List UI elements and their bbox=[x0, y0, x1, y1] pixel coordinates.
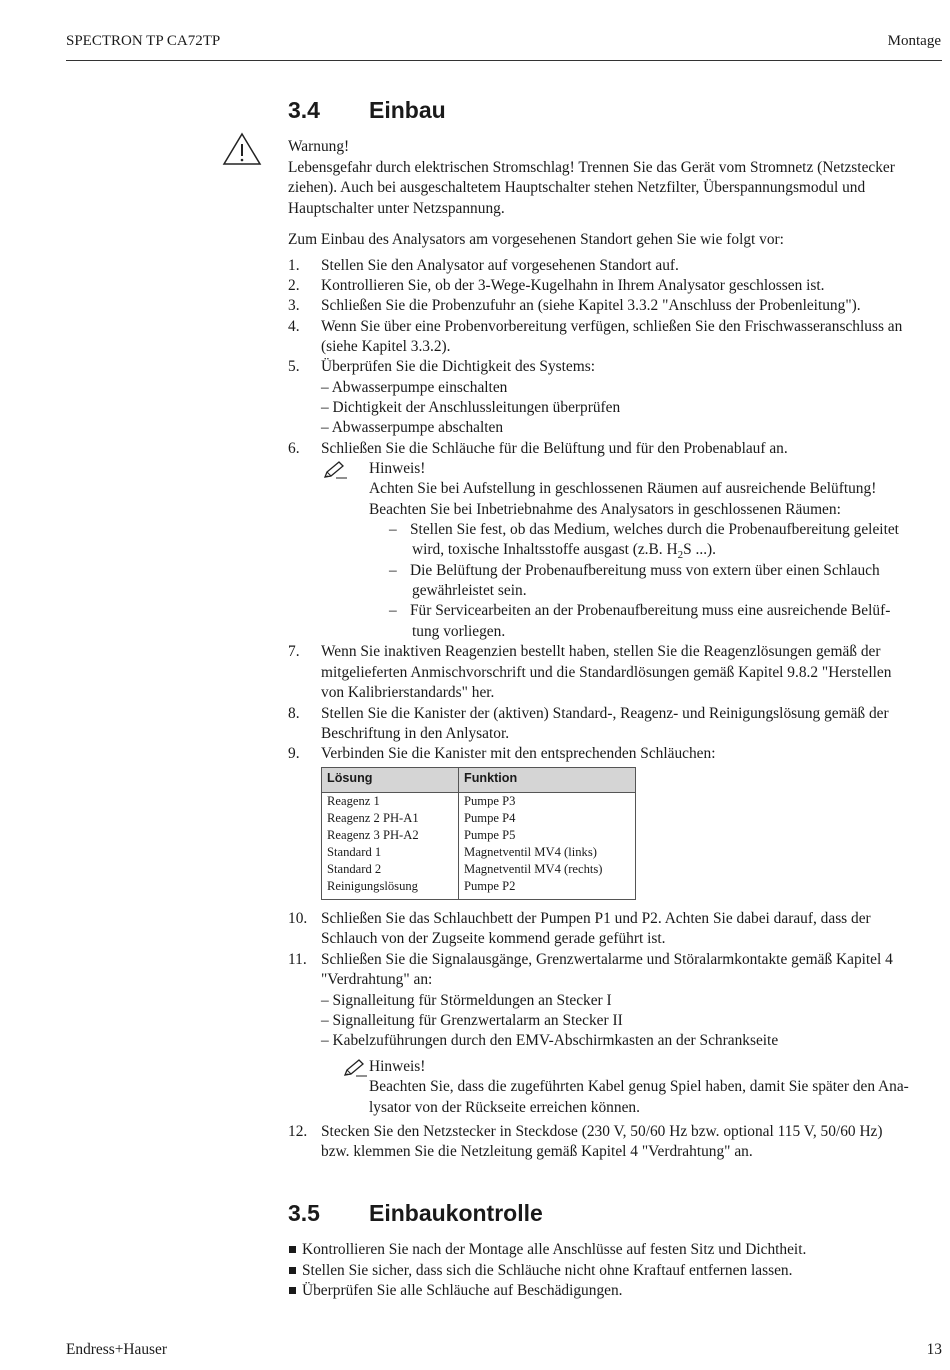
section-title-einbaukontrolle: Einbaukontrolle bbox=[369, 1200, 543, 1226]
step-number: 4. bbox=[288, 318, 300, 335]
note-label: Hinweis! bbox=[369, 460, 426, 477]
step-number: 7. bbox=[288, 643, 300, 660]
bullet-square-icon bbox=[289, 1287, 296, 1294]
warning-text-line: ziehen). Auch bei ausgeschaltetem Hauptschalter stehen Netzfilter, Überspannungsmodul und bbox=[288, 179, 866, 196]
table-cell-solution: Reagenz 2 PH-A1 bbox=[327, 811, 419, 825]
bullet-text: Kontrollieren Sie nach der Montage alle Anschlüsse auf festen Sitz und Dichtheit. bbox=[302, 1241, 807, 1258]
pencil-note-icon bbox=[342, 1058, 368, 1078]
bullet-square-icon bbox=[289, 1246, 296, 1253]
step-text: Schließen Sie die Schläuche für die Belüftung und für den Probenablauf an. bbox=[321, 440, 788, 457]
note-subitem: tung vorliegen. bbox=[412, 623, 506, 640]
step-subitem: – Abwasserpumpe einschalten bbox=[321, 379, 508, 396]
note-text: Beachten Sie, dass die zugeführten Kabel genug Spiel haben, damit Sie später den Ana- bbox=[369, 1078, 909, 1095]
note-dash: – bbox=[389, 521, 397, 538]
note-subitem: Die Belüftung der Probenaufbereitung muss von extern über einen Schlauch bbox=[410, 562, 880, 579]
step-text: Überprüfen Sie die Dichtigkeit des Systems: bbox=[321, 358, 595, 375]
subscript-2: 2 bbox=[677, 549, 684, 562]
table-cell-solution: Standard 2 bbox=[327, 862, 382, 876]
step-number: 9. bbox=[288, 745, 300, 762]
table-cell-function: Pumpe P4 bbox=[464, 811, 516, 825]
table-cell-function: Pumpe P2 bbox=[464, 879, 516, 893]
step-text: Schlauch von der Zugseite kommend gerade geführt ist. bbox=[321, 930, 666, 947]
section-title-einbau: Einbau bbox=[369, 97, 446, 123]
footer-page-number: 13 bbox=[926, 1341, 942, 1358]
step-text: Wenn Sie inaktiven Reagenzien bestellt haben, stellen Sie die Reagenzlösungen gemäß der bbox=[321, 643, 881, 660]
header-product: SPECTRON TP CA72TP bbox=[66, 33, 221, 49]
note-text: Beachten Sie bei Inbetriebnahme des Analysators in geschlossenen Räumen: bbox=[369, 501, 841, 518]
step-text: Stecken Sie den Netzstecker in Steckdose (230 V, 50/60 Hz bzw. optional 115 V, 50/60 Hz) bbox=[321, 1123, 883, 1140]
warning-label: Warnung! bbox=[288, 138, 350, 155]
step-number: 8. bbox=[288, 705, 300, 722]
table-column-divider bbox=[458, 768, 459, 899]
table-cell-solution: Standard 1 bbox=[327, 845, 382, 859]
step-number: 6. bbox=[288, 440, 300, 457]
note-subitem-text: S ...). bbox=[683, 541, 717, 558]
header-rule bbox=[66, 60, 942, 61]
table-header-solution: Lösung bbox=[327, 771, 373, 785]
step-subitem: – Signalleitung für Grenzwertalarm an Stecker II bbox=[321, 1012, 623, 1029]
section-number-3-5: 3.5 bbox=[288, 1200, 320, 1226]
step-text: Stellen Sie die Kanister der (aktiven) Standard-, Reagenz- und Reinigungslösung gemäß der bbox=[321, 705, 889, 722]
note-text: Achten Sie bei Aufstellung in geschlossenen Räumen auf ausreichende Belüftung! bbox=[369, 480, 877, 497]
note-subitem: Für Servicearbeiten an der Probenaufbereitung muss eine ausreichende Belüf- bbox=[410, 602, 891, 619]
intro-text: Zum Einbau des Analysators am vorgesehenen Standort gehen Sie wie folgt vor: bbox=[288, 231, 784, 248]
note-subitem: gewährleistet sein. bbox=[412, 582, 527, 599]
footer-brand: Endress+Hauser bbox=[66, 1341, 167, 1358]
pencil-note-icon bbox=[322, 460, 348, 480]
table-cell-solution: Reagenz 1 bbox=[327, 794, 380, 808]
step-text: Stellen Sie den Analysator auf vorgesehenen Standort auf. bbox=[321, 257, 679, 274]
step-text: "Verdrahtung" an: bbox=[321, 971, 433, 988]
table-cell-solution: Reinigungslösung bbox=[327, 879, 418, 893]
step-subitem: – Dichtigkeit der Anschlussleitungen überprüfen bbox=[321, 399, 621, 416]
table-cell-function: Pumpe P5 bbox=[464, 828, 516, 842]
step-number: 2. bbox=[288, 277, 300, 294]
step-text: bzw. klemmen Sie die Netzleitung gemäß Kapitel 4 "Verdrahtung" an. bbox=[321, 1143, 753, 1160]
bullet-text: Stellen Sie sicher, dass sich die Schläuche nicht ohne Kraftauf entfernen lassen. bbox=[302, 1262, 793, 1279]
note-subitem: Stellen Sie fest, ob das Medium, welches durch die Probenaufbereitung geleitet bbox=[410, 521, 899, 538]
step-text: Wenn Sie über eine Probenvorbereitung verfügen, schließen Sie den Frischwasseranschluss an bbox=[321, 318, 903, 335]
step-text: Schließen Sie die Probenzufuhr an (siehe Kapitel 3.3.2 "Anschluss der Probenleitung"). bbox=[321, 297, 861, 314]
step-number: 3. bbox=[288, 297, 300, 314]
warning-triangle-icon bbox=[222, 132, 262, 166]
warning-text-line: Hauptschalter unter Netzspannung. bbox=[288, 200, 505, 217]
note-text: lysator von der Rückseite erreichen können. bbox=[369, 1099, 640, 1116]
table-header-function: Funktion bbox=[464, 771, 518, 785]
table-cell-solution: Reagenz 3 PH-A2 bbox=[327, 828, 419, 842]
step-subitem: – Abwasserpumpe abschalten bbox=[321, 419, 504, 436]
solution-function-table bbox=[321, 767, 636, 900]
step-subitem: – Kabelzuführungen durch den EMV-Abschirmkasten an der Schrankseite bbox=[321, 1032, 779, 1049]
step-number: 11. bbox=[288, 951, 307, 968]
table-cell-function: Magnetventil MV4 (rechts) bbox=[464, 862, 603, 876]
step-text: (siehe Kapitel 3.3.2). bbox=[321, 338, 451, 355]
note-label: Hinweis! bbox=[369, 1058, 426, 1075]
step-number: 1. bbox=[288, 257, 300, 274]
table-cell-function: Pumpe P3 bbox=[464, 794, 516, 808]
step-text: von Kalibrierstandards" her. bbox=[321, 684, 495, 701]
header-section: Montage bbox=[887, 33, 941, 49]
note-dash: – bbox=[389, 602, 397, 619]
table-cell-function: Magnetventil MV4 (links) bbox=[464, 845, 597, 859]
step-number: 5. bbox=[288, 358, 300, 375]
step-number: 10. bbox=[288, 910, 308, 927]
step-text: Beschriftung in den Anlysator. bbox=[321, 725, 510, 742]
step-number: 12. bbox=[288, 1123, 308, 1140]
warning-text-line: Lebensgefahr durch elektrischen Stromschlag! Trennen Sie das Gerät vom Stromnetz (Netzstecker bbox=[288, 159, 895, 176]
section-number-3-4: 3.4 bbox=[288, 97, 320, 123]
step-text: Verbinden Sie die Kanister mit den entsprechenden Schläuchen: bbox=[321, 745, 716, 762]
step-text: Kontrollieren Sie, ob der 3-Wege-Kugelhahn in Ihrem Analysator geschlossen ist. bbox=[321, 277, 825, 294]
step-text: Schließen Sie das Schlauchbett der Pumpen P1 und P2. Achten Sie dabei darauf, dass der bbox=[321, 910, 871, 927]
step-subitem: – Signalleitung für Störmeldungen an Stecker I bbox=[321, 992, 612, 1009]
step-text: Schließen Sie die Signalausgänge, Grenzwertalarme und Störalarmkontakte gemäß Kapitel 4 bbox=[321, 951, 893, 968]
note-dash: – bbox=[389, 562, 397, 579]
step-text: mitgelieferten Anmischvorschrift und die Standardlösungen gemäß Kapitel 9.8.2 "Herstellen bbox=[321, 664, 892, 681]
bullet-text: Überprüfen Sie alle Schläuche auf Beschädigungen. bbox=[302, 1282, 623, 1299]
bullet-square-icon bbox=[289, 1267, 296, 1274]
note-subitem-text: wird, toxische Inhaltsstoffe ausgast (z.B. H bbox=[412, 541, 678, 558]
